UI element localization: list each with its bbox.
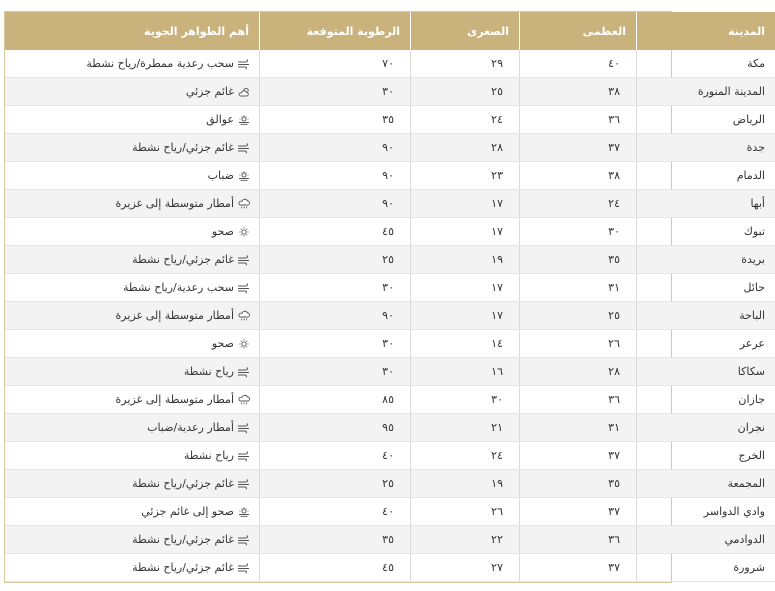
city-cell: جازان: [637, 386, 775, 414]
table-row: [5, 134, 775, 162]
city-cell: شرورة: [637, 554, 775, 582]
weather-text: غائم جزئي/رياح نشطة: [132, 477, 234, 490]
wind-icon: [237, 367, 251, 377]
min-temp-cell: ١٧: [411, 218, 520, 246]
weather-cell: [5, 414, 260, 442]
city-cell: المجمعة: [637, 470, 775, 498]
rain-icon: [237, 395, 251, 405]
header-city: المدينة: [637, 12, 775, 50]
weather-cell: [5, 78, 260, 106]
humidity-cell: ٩٥: [260, 414, 411, 442]
weather-cell: [5, 442, 260, 470]
weather-cell: [5, 218, 260, 246]
haze-icon: [237, 171, 251, 181]
humidity-cell: ٢٥: [260, 470, 411, 498]
city-cell: الباحة: [637, 302, 775, 330]
min-temp-cell: ١٧: [411, 274, 520, 302]
weather-cell: [5, 386, 260, 414]
weather-table: [5, 12, 775, 582]
max-temp-cell: ٣٦: [520, 106, 637, 134]
city-cell: نجران: [637, 414, 775, 442]
max-temp-cell: ٢٦: [520, 330, 637, 358]
city-cell: وادي الدواسر: [637, 498, 775, 526]
table-row: [5, 302, 775, 330]
weather-text: صحو: [211, 337, 234, 350]
city-cell: أبها: [637, 190, 775, 218]
weather-text: غائم جزئي/رياح نشطة: [132, 141, 234, 154]
max-temp-cell: ٣١: [520, 414, 637, 442]
city-cell: الخرج: [637, 442, 775, 470]
humidity-cell: ٤٥: [260, 218, 411, 246]
table-row: [5, 358, 775, 386]
table-row: [5, 50, 775, 78]
min-temp-cell: ٢٨: [411, 134, 520, 162]
weather-text: غائم جزئي/رياح نشطة: [132, 253, 234, 266]
header-min: الصغرى: [411, 12, 520, 50]
weather-cell: [5, 526, 260, 554]
max-temp-cell: ٣٥: [520, 470, 637, 498]
max-temp-cell: ٣٧: [520, 498, 637, 526]
max-temp-cell: ٣٧: [520, 442, 637, 470]
max-temp-cell: ٣٧: [520, 554, 637, 582]
wind-icon: [237, 451, 251, 461]
weather-cell: [5, 50, 260, 78]
rain-icon: [237, 199, 251, 209]
sun-icon: [237, 339, 251, 349]
city-cell: سكاكا: [637, 358, 775, 386]
wind-icon: [237, 479, 251, 489]
humidity-cell: ٢٥: [260, 246, 411, 274]
city-cell: تبوك: [637, 218, 775, 246]
weather-cell: [5, 162, 260, 190]
header-max: العظمى: [520, 12, 637, 50]
max-temp-cell: ٣٠: [520, 218, 637, 246]
table-row: [5, 526, 775, 554]
table-row: [5, 218, 775, 246]
weather-cell: [5, 106, 260, 134]
humidity-cell: ٣٠: [260, 330, 411, 358]
weather-text: سحب رعدية/رياح نشطة: [122, 281, 234, 294]
table-row: [5, 106, 775, 134]
weather-text: غائم جزئي: [185, 85, 234, 98]
min-temp-cell: ١٤: [411, 330, 520, 358]
table-row: [5, 442, 775, 470]
max-temp-cell: ٢٤: [520, 190, 637, 218]
humidity-cell: ٣٠: [260, 78, 411, 106]
weather-text: سحب رعدية ممطرة/رياح نشطة: [86, 57, 234, 70]
table-row: [5, 162, 775, 190]
haze-icon: [237, 115, 251, 125]
city-cell: جدة: [637, 134, 775, 162]
max-temp-cell: ٣٧: [520, 134, 637, 162]
humidity-cell: ٣٥: [260, 526, 411, 554]
table-row: [5, 330, 775, 358]
wind-icon: [237, 143, 251, 153]
min-temp-cell: ٣٠: [411, 386, 520, 414]
min-temp-cell: ١٦: [411, 358, 520, 386]
max-temp-cell: ٢٨: [520, 358, 637, 386]
city-cell: الرياض: [637, 106, 775, 134]
table-row: [5, 498, 775, 526]
weather-cell: [5, 330, 260, 358]
min-temp-cell: ١٩: [411, 246, 520, 274]
humidity-cell: ٩٠: [260, 302, 411, 330]
humidity-cell: ٩٠: [260, 190, 411, 218]
weather-text: أمطار رعدية/ضباب: [147, 421, 234, 434]
min-temp-cell: ٢٤: [411, 106, 520, 134]
weather-cell: [5, 274, 260, 302]
table-row: [5, 414, 775, 442]
humidity-cell: ٩٠: [260, 162, 411, 190]
weather-text: أمطار متوسطة إلى غزيرة: [115, 393, 234, 406]
humidity-cell: ٨٥: [260, 386, 411, 414]
weather-cell: [5, 190, 260, 218]
city-cell: الدوادمي: [637, 526, 775, 554]
table-row: [5, 470, 775, 498]
table-row: [5, 274, 775, 302]
partly-cloudy-icon: [237, 87, 251, 97]
humidity-cell: ٣٠: [260, 358, 411, 386]
min-temp-cell: ٢٣: [411, 162, 520, 190]
weather-text: أمطار متوسطة إلى غزيرة: [115, 197, 234, 210]
table-row: [5, 386, 775, 414]
humidity-cell: ٧٠: [260, 50, 411, 78]
min-temp-cell: ١٩: [411, 470, 520, 498]
city-cell: بريدة: [637, 246, 775, 274]
weather-text: غائم جزئي/رياح نشطة: [132, 533, 234, 546]
max-temp-cell: ٣٦: [520, 386, 637, 414]
table-row: [5, 246, 775, 274]
weather-text: رياح نشطة: [183, 365, 234, 378]
max-temp-cell: ٢٥: [520, 302, 637, 330]
weather-text: أمطار متوسطة إلى غزيرة: [115, 309, 234, 322]
min-temp-cell: ٢١: [411, 414, 520, 442]
city-cell: الدمام: [637, 162, 775, 190]
city-cell: مكة: [637, 50, 775, 78]
weather-cell: [5, 246, 260, 274]
min-temp-cell: ١٧: [411, 190, 520, 218]
humidity-cell: ٤٥: [260, 554, 411, 582]
weather-text: صحو إلى غائم جزئي: [141, 505, 234, 518]
table-body: [5, 50, 775, 582]
max-temp-cell: ٤٠: [520, 50, 637, 78]
header-humidity: الرطوبة المتوقعة: [260, 12, 411, 50]
max-temp-cell: ٣٥: [520, 246, 637, 274]
weather-cell: [5, 498, 260, 526]
min-temp-cell: ١٧: [411, 302, 520, 330]
humidity-cell: ٣٠: [260, 274, 411, 302]
wind-icon: [237, 563, 251, 573]
weather-text: غائم جزئي/رياح نشطة: [132, 561, 234, 574]
weather-cell: [5, 302, 260, 330]
rain-icon: [237, 311, 251, 321]
weather-text: رياح نشطة: [183, 449, 234, 462]
city-cell: المدينة المنورة: [637, 78, 775, 106]
sun-icon: [237, 227, 251, 237]
table-row: [5, 554, 775, 582]
table-row: [5, 78, 775, 106]
haze-icon: [237, 507, 251, 517]
min-temp-cell: ٢٧: [411, 554, 520, 582]
min-temp-cell: ٢٩: [411, 50, 520, 78]
city-cell: حائل: [637, 274, 775, 302]
humidity-cell: ٩٠: [260, 134, 411, 162]
weather-table-container: [4, 11, 765, 583]
weather-text: ضباب: [207, 169, 234, 182]
table-header-row: [5, 12, 775, 50]
weather-text: عوالق: [206, 113, 234, 126]
weather-cell: [5, 554, 260, 582]
wind-icon: [237, 535, 251, 545]
humidity-cell: ٤٠: [260, 498, 411, 526]
header-weather: أهم الظواهر الجوية: [5, 12, 260, 50]
max-temp-cell: ٣١: [520, 274, 637, 302]
wind-icon: [237, 283, 251, 293]
max-temp-cell: ٣٦: [520, 526, 637, 554]
max-temp-cell: ٣٨: [520, 162, 637, 190]
min-temp-cell: ٢٤: [411, 442, 520, 470]
wind-icon: [237, 423, 251, 433]
weather-cell: [5, 358, 260, 386]
wind-icon: [237, 59, 251, 69]
table-row: [5, 190, 775, 218]
weather-cell: [5, 134, 260, 162]
min-temp-cell: ٢٥: [411, 78, 520, 106]
city-cell: عرعر: [637, 330, 775, 358]
weather-text: صحو: [211, 225, 234, 238]
wind-icon: [237, 255, 251, 265]
min-temp-cell: ٢٢: [411, 526, 520, 554]
max-temp-cell: ٣٨: [520, 78, 637, 106]
humidity-cell: ٤٠: [260, 442, 411, 470]
min-temp-cell: ٢٦: [411, 498, 520, 526]
weather-cell: [5, 470, 260, 498]
humidity-cell: ٣٥: [260, 106, 411, 134]
